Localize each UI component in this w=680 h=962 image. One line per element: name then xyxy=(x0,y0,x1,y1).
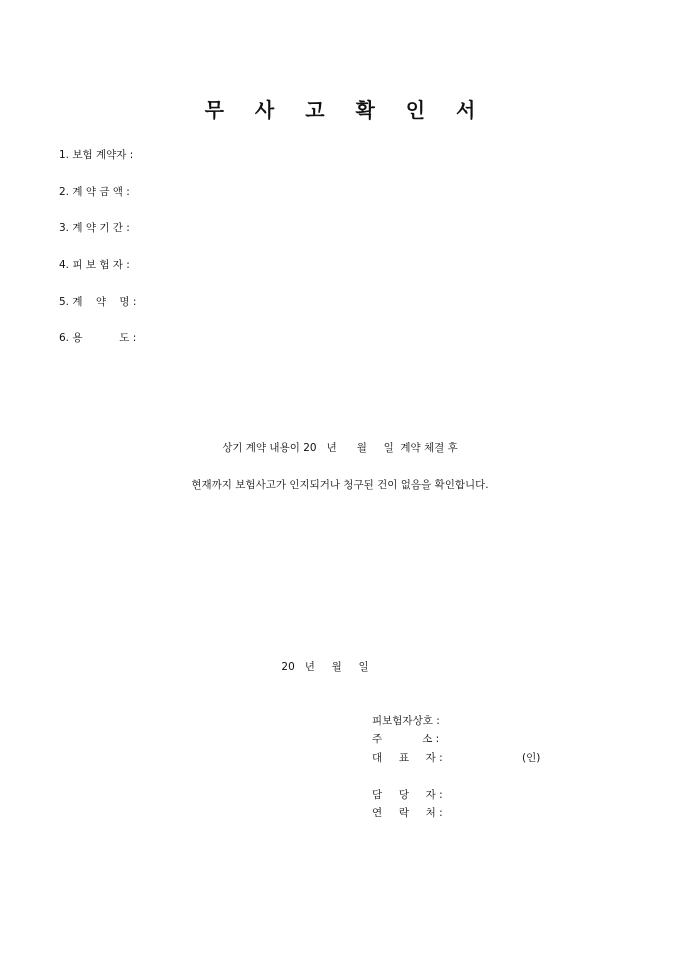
item-contract-name: 5. 계 약 명 : xyxy=(59,296,137,308)
item-policyholder: 1. 보험 계약자 : xyxy=(59,149,134,161)
item-insured: 4. 피 보 험 자 : xyxy=(59,259,130,271)
manager-label: 담 당 자 : xyxy=(372,789,443,801)
statement-line-2: 현재까지 보험사고가 인지되거나 청구된 건이 없음을 확인합니다. xyxy=(191,479,489,491)
issue-date: 20 년 월 일 xyxy=(281,661,369,673)
representative-label: 대 표 자 : xyxy=(372,752,443,764)
address-label: 주 소 : xyxy=(372,733,440,745)
item-contract-period: 3. 계 약 기 간 : xyxy=(59,222,130,234)
item-purpose: 6. 용 도 : xyxy=(59,332,137,344)
seal-mark: (인) xyxy=(522,752,541,764)
document-title: 무 사 고 확 인 서 xyxy=(204,98,488,122)
insured-company-label: 피보험자상호 : xyxy=(372,715,440,727)
contact-label: 연 락 처 : xyxy=(372,807,443,819)
statement-line-1: 상기 계약 내용이 20 년 월 일 계약 체결 후 xyxy=(222,442,458,454)
item-contract-amount: 2. 계 약 금 액 : xyxy=(59,186,130,198)
